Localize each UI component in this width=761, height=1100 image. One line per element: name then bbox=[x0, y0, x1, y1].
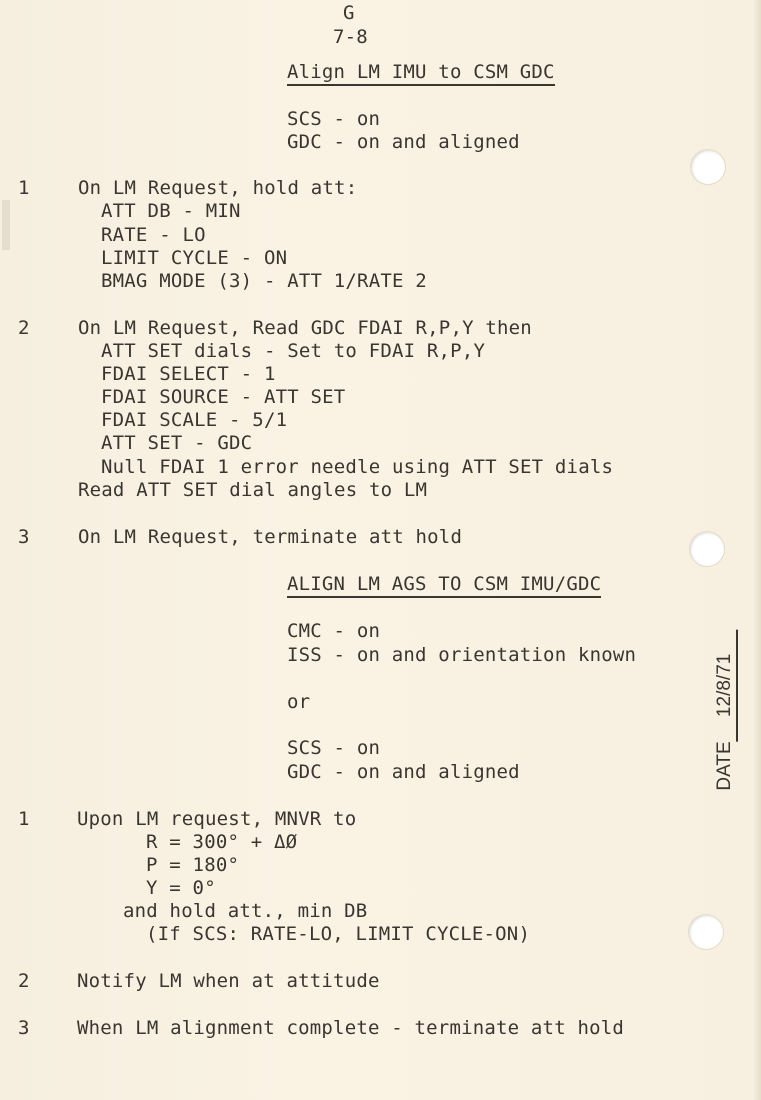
date-label: DATE bbox=[714, 741, 735, 791]
step-line: Read ATT SET dial angles to LM bbox=[78, 479, 428, 501]
binder-hole bbox=[689, 531, 725, 567]
or-label: or bbox=[287, 691, 311, 713]
prereq-line: CMC - on bbox=[287, 620, 381, 642]
step-number: 1 bbox=[18, 808, 30, 830]
step-line: ATT DB - MIN bbox=[101, 200, 241, 222]
step-line: Y = 0° bbox=[146, 877, 216, 899]
date-value: 12/8/71 bbox=[714, 629, 738, 741]
step-number: 1 bbox=[18, 177, 30, 199]
step-line: On LM Request, hold att: bbox=[78, 177, 358, 199]
date-field bbox=[706, 610, 746, 810]
step-line: Upon LM request, MNVR to bbox=[77, 808, 357, 830]
step-number: 3 bbox=[18, 1017, 30, 1039]
step-line: P = 180° bbox=[146, 854, 240, 876]
step-line: When LM alignment complete - terminate att hold bbox=[77, 1017, 625, 1039]
step-number: 3 bbox=[18, 526, 30, 548]
step-line: ATT SET - GDC bbox=[101, 432, 253, 454]
step-line: LIMIT CYCLE - ON bbox=[101, 247, 288, 269]
procedure-2-title: ALIGN LM AGS TO CSM IMU/GDC bbox=[287, 573, 601, 595]
page-edge-shadow bbox=[753, 0, 761, 1100]
prereq-line: SCS - on bbox=[287, 737, 381, 759]
step-line: RATE - LO bbox=[101, 224, 206, 246]
prereq-line: GDC - on and aligned bbox=[287, 131, 520, 153]
prereq-line: SCS - on bbox=[287, 108, 381, 130]
prereq-line: GDC - on and aligned bbox=[287, 761, 520, 783]
step-number: 2 bbox=[18, 970, 30, 992]
step-line: ATT SET dials - Set to FDAI R,P,Y bbox=[101, 340, 486, 362]
margin-mark bbox=[2, 200, 10, 250]
page-number: 7-8 bbox=[333, 26, 368, 48]
step-line: On LM Request, Read GDC FDAI R,P,Y then bbox=[78, 317, 532, 339]
step-line: Null FDAI 1 error needle using ATT SET dials bbox=[101, 456, 614, 478]
step-line: Notify LM when at attitude bbox=[77, 970, 380, 992]
step-line: BMAG MODE (3) - ATT 1/RATE 2 bbox=[101, 270, 427, 292]
section-letter: G bbox=[343, 2, 355, 24]
binder-hole bbox=[690, 149, 726, 185]
step-number: 2 bbox=[18, 317, 30, 339]
step-line: R = 300° + ΔØ bbox=[146, 831, 298, 853]
step-line: FDAI SELECT - 1 bbox=[101, 363, 276, 385]
step-line: FDAI SOURCE - ATT SET bbox=[101, 386, 346, 408]
binder-hole bbox=[688, 914, 724, 950]
step-line: On LM Request, terminate att hold bbox=[78, 526, 463, 548]
procedure-1-title: Align LM IMU to CSM GDC bbox=[287, 61, 555, 83]
step-line: and hold att., min DB bbox=[123, 900, 368, 922]
step-line: (If SCS: RATE-LO, LIMIT CYCLE-ON) bbox=[146, 923, 531, 945]
step-line: FDAI SCALE - 5/1 bbox=[101, 409, 288, 431]
prereq-line: ISS - on and orientation known bbox=[287, 644, 637, 666]
